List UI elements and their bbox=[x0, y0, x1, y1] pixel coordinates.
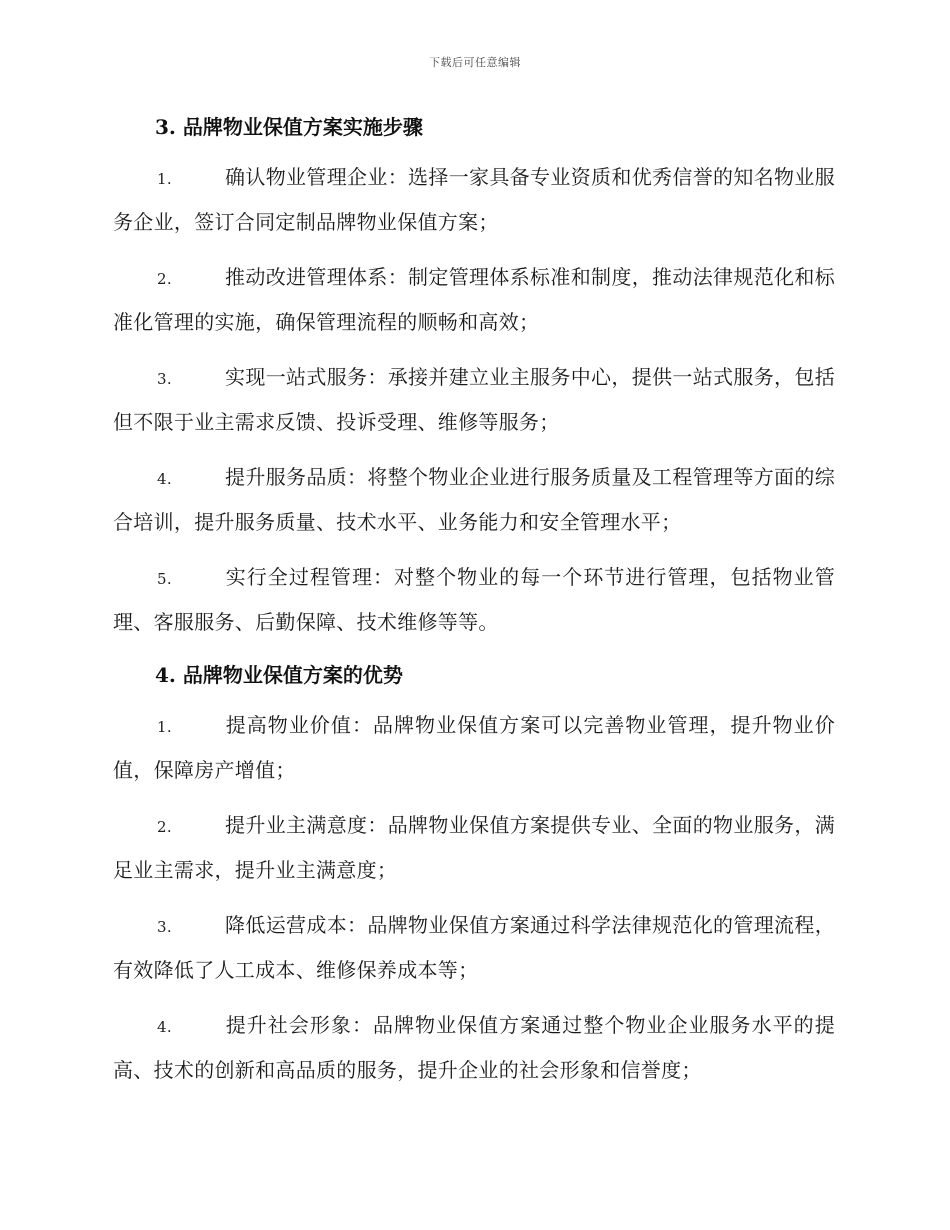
list-item-text: 提高物业价值：品牌物业保值方案可以完善物业管理，提升物业价值，保障房产增值； bbox=[113, 713, 835, 782]
list-item-text: 提升社会形象：品牌物业保值方案通过整个物业企业服务水平的提高、技术的创新和高品质的服务，提升企业的社会形象和信誉度； bbox=[113, 1013, 835, 1082]
list-item-number: 1. bbox=[157, 718, 172, 736]
list-item-text: 降低运营成本：品牌物业保值方案通过科学法律规范化的管理流程，有效降低了人工成本、维修保养成本等； bbox=[113, 913, 835, 982]
list-item-number: 5. bbox=[157, 570, 172, 588]
list-item bbox=[113, 156, 835, 244]
list-item-number: 4. bbox=[157, 1018, 172, 1036]
list-item-text: 实现一站式服务：承接并建立业主服务中心，提供一站式服务，包括但不限于业主需求反馈、投诉受理、维修等服务； bbox=[113, 365, 835, 434]
list-item bbox=[113, 256, 835, 344]
list-item-text: 提升业主满意度：品牌物业保值方案提供专业、全面的物业服务，满足业主需求，提升业主满意度； bbox=[113, 813, 835, 882]
list-item-number: 2. bbox=[157, 270, 172, 288]
list-item bbox=[113, 704, 835, 792]
list-item-text: 提升服务品质：将整个物业企业进行服务质量及工程管理等方面的综合培训，提升服务质量、技术水平、业务能力和安全管理水平； bbox=[113, 465, 835, 534]
list-item-text: 确认物业管理企业：选择一家具备专业资质和优秀信誉的知名物业服务企业，签订合同定制品牌物业保值方案； bbox=[113, 165, 835, 234]
list-item bbox=[113, 556, 835, 644]
list-item-text: 推动改进管理体系：制定管理体系标准和制度，推动法律规范化和标准化管理的实施，确保管理流程的顺畅和高效； bbox=[113, 265, 835, 334]
page-header: 下载后可任意编辑 bbox=[429, 56, 521, 69]
list-item bbox=[113, 356, 835, 444]
list-item-text: 实行全过程管理：对整个物业的每一个环节进行管理，包括物业管理、客服服务、后勤保障、技术维修等等。 bbox=[113, 565, 835, 634]
list-item bbox=[113, 804, 835, 892]
list-item-number: 3. bbox=[157, 370, 172, 388]
list-item bbox=[113, 1004, 835, 1092]
document-body bbox=[113, 110, 835, 1104]
list-item bbox=[113, 904, 835, 992]
list-item-number: 1. bbox=[157, 170, 172, 188]
section-heading-implementation-steps: 3. 品牌物业保值方案实施步骤 bbox=[155, 115, 423, 139]
list-item-number: 3. bbox=[157, 918, 172, 936]
list-item-number: 4. bbox=[157, 470, 172, 488]
section-heading-advantages: 4. 品牌物业保值方案的优势 bbox=[155, 663, 403, 687]
list-item-number: 2. bbox=[157, 818, 172, 836]
list-item bbox=[113, 456, 835, 544]
